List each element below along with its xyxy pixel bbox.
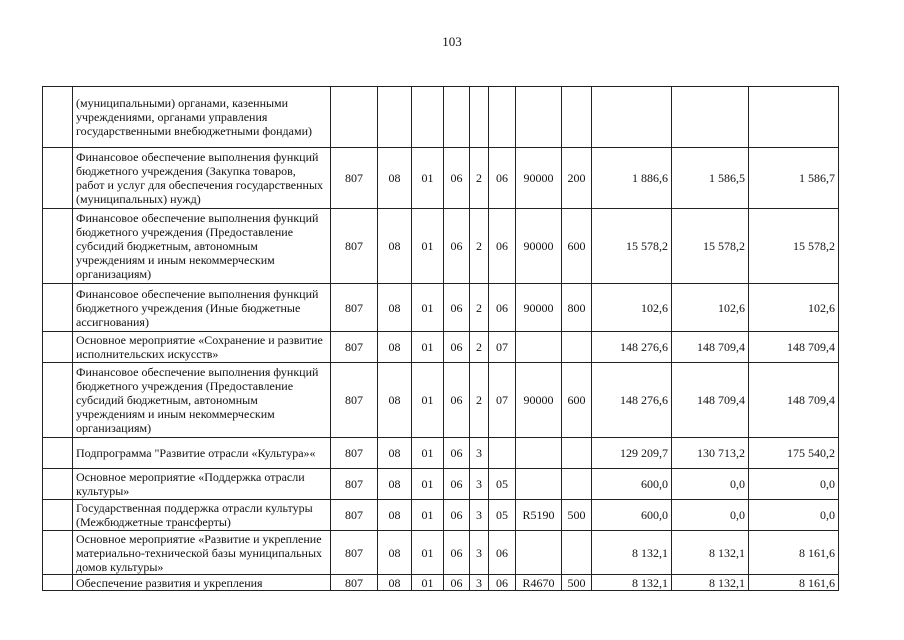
amount-year1-cell: 600,0: [592, 500, 672, 531]
section-code-cell: 08: [378, 363, 412, 438]
amount-year2-cell: [672, 87, 749, 148]
amount-year3-cell: 175 540,2: [749, 438, 839, 469]
amount-year1-cell: 15 578,2: [592, 209, 672, 284]
description-cell: Финансовое обеспечение выполнения функций бюджетного учреждения (Иные бюджетные ассигнования): [73, 284, 331, 332]
amount-year3-cell: 0,0: [749, 500, 839, 531]
expense-type-cell: 800: [562, 284, 592, 332]
table-row: [43, 438, 839, 469]
direction-code-cell: [516, 438, 562, 469]
amount-year2-cell: 8 132,1: [672, 531, 749, 575]
activity-code-cell: 05: [489, 500, 516, 531]
direction-code-cell: 90000: [516, 148, 562, 209]
section-code-cell: [378, 87, 412, 148]
amount-year2-cell: 1 586,5: [672, 148, 749, 209]
subsection-code-cell: 01: [412, 363, 444, 438]
description-cell: Финансовое обеспечение выполнения функций бюджетного учреждения (Закупка товаров, работ и услуг для обеспечения государственных (муниципальных) нужд): [73, 148, 331, 209]
direction-code-cell: [516, 531, 562, 575]
row-marker-cell: [43, 209, 73, 284]
subprogram-code-cell: 2: [470, 332, 489, 363]
subprogram-code-cell: 2: [470, 363, 489, 438]
subsection-code-cell: 01: [412, 469, 444, 500]
activity-code-cell: 05: [489, 469, 516, 500]
expense-type-cell: 600: [562, 209, 592, 284]
description-cell: Финансовое обеспечение выполнения функций бюджетного учреждения (Предоставление субсидий бюджетным, автономным учреждениям и иным некоммерческим организациям): [73, 363, 331, 438]
ministry-code-cell: 807: [331, 148, 378, 209]
activity-code-cell: 07: [489, 363, 516, 438]
subsection-code-cell: 01: [412, 575, 444, 591]
subsection-code-cell: 01: [412, 209, 444, 284]
direction-code-cell: R4670: [516, 575, 562, 591]
row-marker-cell: [43, 284, 73, 332]
amount-year2-cell: 0,0: [672, 500, 749, 531]
amount-year2-cell: 8 132,1: [672, 575, 749, 591]
ministry-code-cell: 807: [331, 284, 378, 332]
row-marker-cell: [43, 575, 73, 591]
subprogram-code-cell: 3: [470, 469, 489, 500]
table-row: [43, 332, 839, 363]
table-row: [43, 87, 839, 148]
expense-type-cell: 500: [562, 500, 592, 531]
subprogram-code-cell: 3: [470, 531, 489, 575]
program-code-cell: 06: [444, 469, 470, 500]
amount-year2-cell: 148 709,4: [672, 332, 749, 363]
amount-year3-cell: 8 161,6: [749, 531, 839, 575]
ministry-code-cell: 807: [331, 438, 378, 469]
subprogram-code-cell: 3: [470, 575, 489, 591]
table-row: [43, 469, 839, 500]
program-code-cell: 06: [444, 438, 470, 469]
expense-type-cell: 200: [562, 148, 592, 209]
amount-year3-cell: 148 709,4: [749, 363, 839, 438]
ministry-code-cell: 807: [331, 209, 378, 284]
table-row: [43, 209, 839, 284]
program-code-cell: 06: [444, 363, 470, 438]
amount-year1-cell: [592, 87, 672, 148]
activity-code-cell: 07: [489, 332, 516, 363]
row-marker-cell: [43, 363, 73, 438]
ministry-code-cell: 807: [331, 363, 378, 438]
expense-type-cell: [562, 438, 592, 469]
direction-code-cell: [516, 332, 562, 363]
section-code-cell: 08: [378, 148, 412, 209]
row-marker-cell: [43, 87, 73, 148]
subprogram-code-cell: [470, 87, 489, 148]
section-code-cell: 08: [378, 469, 412, 500]
activity-code-cell: 06: [489, 284, 516, 332]
table-row: [43, 148, 839, 209]
section-code-cell: 08: [378, 284, 412, 332]
subprogram-code-cell: 3: [470, 438, 489, 469]
description-cell: Основное мероприятие «Развитие и укрепление материально-технической базы муниципальных домов культуры»: [73, 531, 331, 575]
table-row: [43, 531, 839, 575]
amount-year2-cell: 15 578,2: [672, 209, 749, 284]
direction-code-cell: 90000: [516, 284, 562, 332]
subsection-code-cell: 01: [412, 531, 444, 575]
amount-year1-cell: 148 276,6: [592, 363, 672, 438]
description-cell: Государственная поддержка отрасли культуры (Межбюджетные трансферты): [73, 500, 331, 531]
ministry-code-cell: 807: [331, 332, 378, 363]
program-code-cell: 06: [444, 209, 470, 284]
table-row: [43, 575, 839, 591]
amount-year2-cell: 148 709,4: [672, 363, 749, 438]
expense-type-cell: [562, 87, 592, 148]
row-marker-cell: [43, 469, 73, 500]
row-marker-cell: [43, 438, 73, 469]
amount-year1-cell: 8 132,1: [592, 531, 672, 575]
row-marker-cell: [43, 148, 73, 209]
table-row: [43, 363, 839, 438]
description-cell: Финансовое обеспечение выполнения функций бюджетного учреждения (Предоставление субсидий бюджетным, автономным учреждениям и иным некоммерческим организациям): [73, 209, 331, 284]
program-code-cell: 06: [444, 500, 470, 531]
activity-code-cell: 06: [489, 575, 516, 591]
amount-year2-cell: 102,6: [672, 284, 749, 332]
ministry-code-cell: [331, 87, 378, 148]
description-cell: Основное мероприятие «Поддержка отрасли культуры»: [73, 469, 331, 500]
amount-year3-cell: [749, 87, 839, 148]
activity-code-cell: 06: [489, 531, 516, 575]
description-cell: Основное мероприятие «Сохранение и развитие исполнительских искусств»: [73, 332, 331, 363]
program-code-cell: 06: [444, 148, 470, 209]
subsection-code-cell: [412, 87, 444, 148]
section-code-cell: 08: [378, 575, 412, 591]
expense-type-cell: 500: [562, 575, 592, 591]
direction-code-cell: 90000: [516, 209, 562, 284]
program-code-cell: 06: [444, 575, 470, 591]
expense-type-cell: [562, 469, 592, 500]
section-code-cell: 08: [378, 438, 412, 469]
program-code-cell: [444, 87, 470, 148]
direction-code-cell: R5190: [516, 500, 562, 531]
subsection-code-cell: 01: [412, 284, 444, 332]
amount-year1-cell: 129 209,7: [592, 438, 672, 469]
description-cell: Обеспечение развития и укрепления: [73, 575, 331, 591]
description-cell: Подпрограмма "Развитие отрасли «Культура»«: [73, 438, 331, 469]
amount-year1-cell: 1 886,6: [592, 148, 672, 209]
amount-year2-cell: 130 713,2: [672, 438, 749, 469]
subsection-code-cell: 01: [412, 148, 444, 209]
activity-code-cell: 06: [489, 148, 516, 209]
expense-type-cell: [562, 332, 592, 363]
amount-year1-cell: 102,6: [592, 284, 672, 332]
expense-type-cell: 600: [562, 363, 592, 438]
row-marker-cell: [43, 332, 73, 363]
description-cell: (муниципальными) органами, казенными учреждениями, органами управления государственными внебюджетными фондами): [73, 87, 331, 148]
ministry-code-cell: 807: [331, 575, 378, 591]
amount-year1-cell: 600,0: [592, 469, 672, 500]
direction-code-cell: [516, 87, 562, 148]
amount-year1-cell: 148 276,6: [592, 332, 672, 363]
direction-code-cell: 90000: [516, 363, 562, 438]
expense-type-cell: [562, 531, 592, 575]
subprogram-code-cell: 3: [470, 500, 489, 531]
amount-year2-cell: 0,0: [672, 469, 749, 500]
amount-year3-cell: 102,6: [749, 284, 839, 332]
section-code-cell: 08: [378, 332, 412, 363]
program-code-cell: 06: [444, 284, 470, 332]
ministry-code-cell: 807: [331, 469, 378, 500]
amount-year3-cell: 148 709,4: [749, 332, 839, 363]
section-code-cell: 08: [378, 531, 412, 575]
table-row: [43, 500, 839, 531]
direction-code-cell: [516, 469, 562, 500]
subsection-code-cell: 01: [412, 500, 444, 531]
activity-code-cell: [489, 87, 516, 148]
amount-year3-cell: 1 586,7: [749, 148, 839, 209]
subsection-code-cell: 01: [412, 332, 444, 363]
subprogram-code-cell: 2: [470, 148, 489, 209]
amount-year3-cell: 0,0: [749, 469, 839, 500]
amount-year3-cell: 8 161,6: [749, 575, 839, 591]
activity-code-cell: 06: [489, 209, 516, 284]
page-number: 103: [442, 34, 462, 49]
program-code-cell: 06: [444, 332, 470, 363]
amount-year1-cell: 8 132,1: [592, 575, 672, 591]
subprogram-code-cell: 2: [470, 209, 489, 284]
activity-code-cell: [489, 438, 516, 469]
amount-year3-cell: 15 578,2: [749, 209, 839, 284]
subprogram-code-cell: 2: [470, 284, 489, 332]
ministry-code-cell: 807: [331, 500, 378, 531]
subsection-code-cell: 01: [412, 438, 444, 469]
table-row: [43, 284, 839, 332]
section-code-cell: 08: [378, 209, 412, 284]
row-marker-cell: [43, 500, 73, 531]
program-code-cell: 06: [444, 531, 470, 575]
budget-table: [42, 86, 839, 591]
section-code-cell: 08: [378, 500, 412, 531]
ministry-code-cell: 807: [331, 531, 378, 575]
row-marker-cell: [43, 531, 73, 575]
